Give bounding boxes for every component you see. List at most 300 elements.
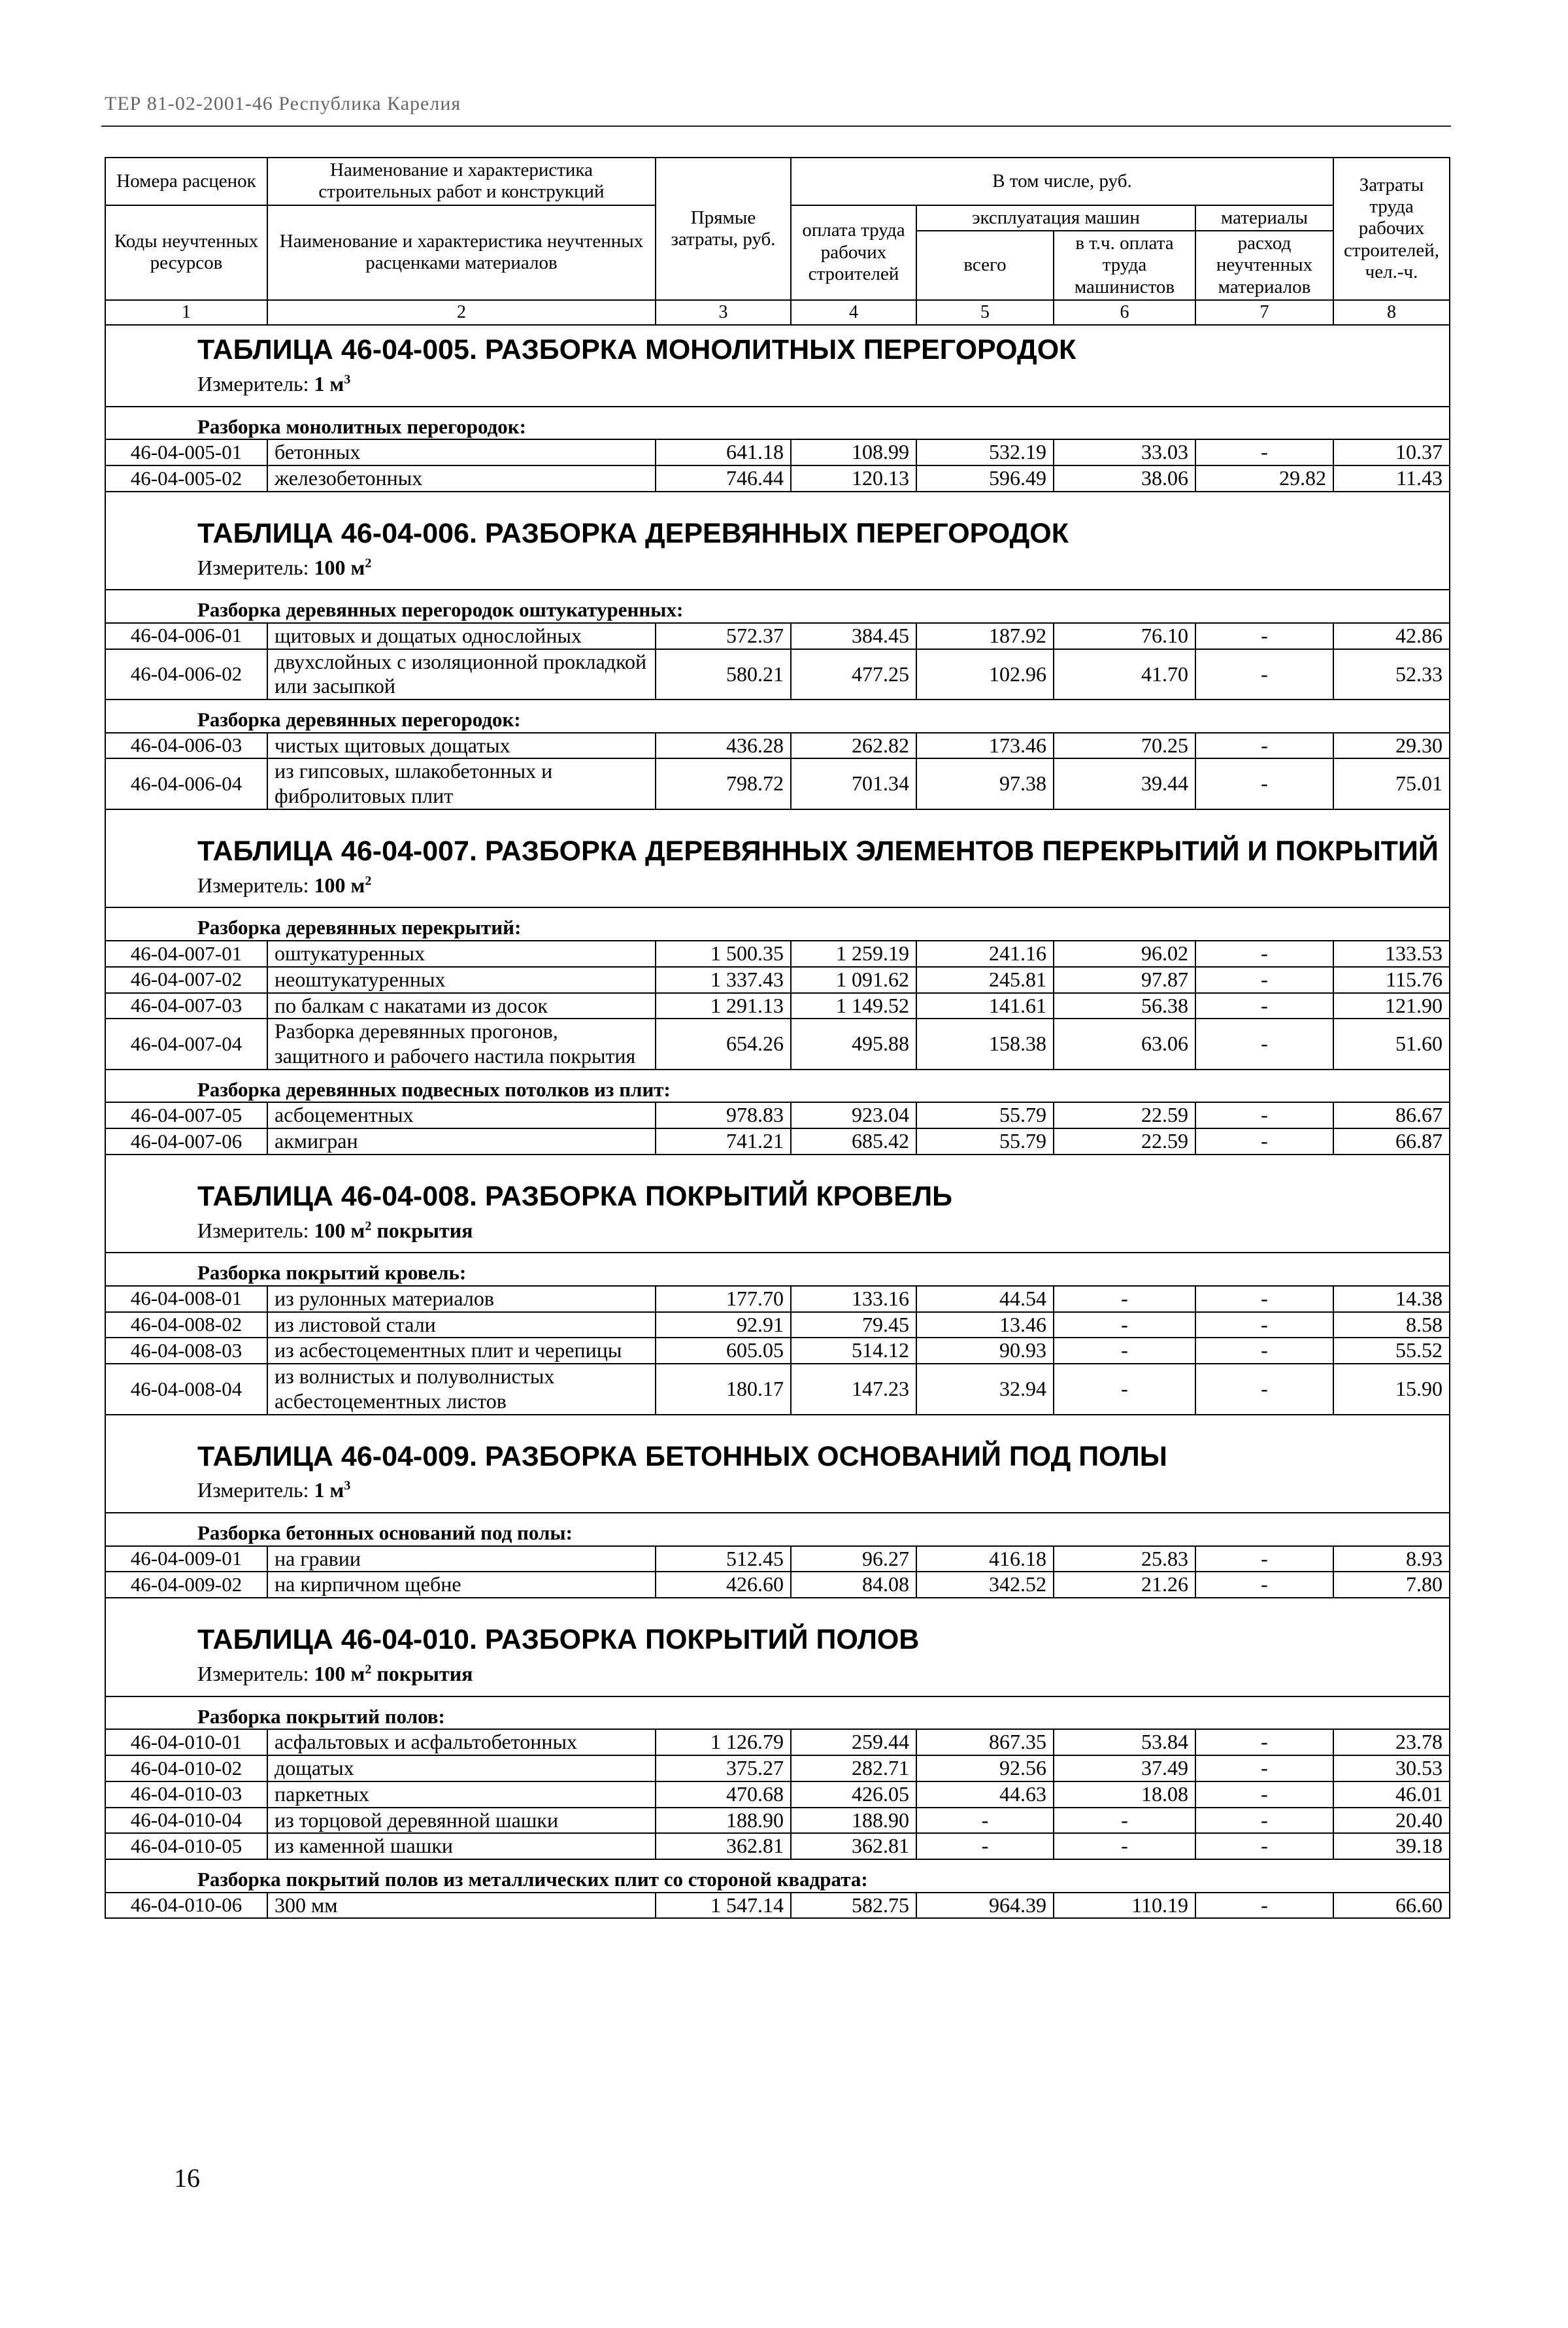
value-c6: 41.70 — [1054, 649, 1195, 700]
table-row — [105, 993, 1450, 1019]
header-work-name: Наименование и характеристика строительных работ и конструкций — [267, 158, 656, 205]
value-c7: - — [1195, 649, 1333, 700]
value-c6: 56.38 — [1054, 993, 1195, 1019]
work-name: паркетных — [267, 1781, 656, 1808]
table-row — [105, 439, 1450, 465]
work-name: на кирпичном щебне — [267, 1572, 656, 1598]
value-c3: 654.26 — [656, 1019, 791, 1070]
value-c4: 79.45 — [791, 1312, 916, 1338]
value-c4: 495.88 — [791, 1019, 916, 1070]
value-c4: 108.99 — [791, 439, 916, 465]
group-header-row — [105, 1696, 1450, 1730]
value-c8: 8.93 — [1333, 1546, 1450, 1572]
group-title: Разборка монолитных перегородок: — [105, 407, 1450, 440]
table-title: ТАБЛИЦА 46-04-007. РАЗБОРКА ДЕРЕВЯННЫХ ЭЛЕМЕНТОВ ПЕРЕКРЫТИЙ И ПОКРЫТИЙ — [197, 835, 1439, 867]
table-row — [105, 1546, 1450, 1572]
table-row — [105, 623, 1450, 649]
meter-label: Измеритель: — [197, 371, 309, 396]
page-number: 16 — [174, 2163, 200, 2193]
value-c3: 741.21 — [656, 1128, 791, 1155]
value-c4: 259.44 — [791, 1729, 916, 1755]
value-c3: 180.17 — [656, 1364, 791, 1415]
value-c8: 86.67 — [1333, 1102, 1450, 1128]
value-c3: 580.21 — [656, 649, 791, 700]
value-c7: - — [1195, 941, 1333, 967]
value-c3: 470.68 — [656, 1781, 791, 1808]
meter-line — [197, 372, 1449, 397]
value-c4: 477.25 — [791, 649, 916, 700]
value-c7: - — [1195, 1286, 1333, 1312]
value-c3: 1 337.43 — [656, 967, 791, 993]
value-c4: 1 149.52 — [791, 993, 916, 1019]
table-row — [105, 1128, 1450, 1155]
meter-label: Измеритель: — [197, 555, 309, 579]
value-c8: 23.78 — [1333, 1729, 1450, 1755]
value-c5: 416.18 — [916, 1546, 1054, 1572]
value-c7: - — [1195, 1893, 1333, 1919]
work-name: оштукатуренных — [267, 941, 656, 967]
value-c4: 282.71 — [791, 1755, 916, 1781]
value-c8: 133.53 — [1333, 941, 1450, 967]
rate-code: 46-04-009-02 — [105, 1572, 267, 1598]
value-c6: 96.02 — [1054, 941, 1195, 967]
work-name: из листовой стали — [267, 1312, 656, 1338]
header-rate-numbers: Номера расценок — [105, 158, 267, 205]
value-c4: 362.81 — [791, 1833, 916, 1859]
header-direct-costs: Прямые затраты, руб. — [656, 158, 791, 300]
value-c5: 187.92 — [916, 623, 1054, 649]
meter-value — [314, 1478, 351, 1502]
table-row — [105, 1364, 1450, 1415]
value-c4: 685.42 — [791, 1128, 916, 1155]
rate-code: 46-04-010-01 — [105, 1729, 267, 1755]
value-c5: 241.16 — [916, 941, 1054, 967]
group-title: Разборка бетонных оснований под полы: — [105, 1513, 1450, 1546]
value-c8: 29.30 — [1333, 733, 1450, 759]
table-row — [105, 1729, 1450, 1755]
table-row — [105, 1102, 1450, 1128]
work-name: дощатых — [267, 1755, 656, 1781]
spacer-row — [105, 809, 1450, 827]
meter-exponent: 2 — [365, 1218, 372, 1233]
column-number: 4 — [791, 300, 916, 325]
work-name: щитовых и дощатых однослойных — [267, 623, 656, 649]
table-section — [105, 827, 1450, 907]
group-title: Разборка покрытий полов из металлических плит со стороной квадрата: — [105, 1859, 1450, 1893]
value-c3: 436.28 — [656, 733, 791, 759]
group-header-row — [105, 590, 1450, 623]
rate-code: 46-04-006-04 — [105, 758, 267, 809]
meter-value — [314, 1662, 473, 1685]
value-c5: 55.79 — [916, 1102, 1054, 1128]
table-row — [105, 733, 1450, 759]
value-c4: 1 091.62 — [791, 967, 916, 993]
meter-label: Измеритель: — [197, 1218, 309, 1242]
rate-code: 46-04-008-03 — [105, 1338, 267, 1364]
value-c8: 39.18 — [1333, 1833, 1450, 1859]
header-labor-costs: Затраты труда рабочих строителей, чел.-ч. — [1333, 158, 1450, 300]
group-header-row — [105, 1253, 1450, 1286]
value-c8: 42.86 — [1333, 623, 1450, 649]
value-c7: - — [1195, 439, 1333, 465]
value-c6: 22.59 — [1054, 1128, 1195, 1155]
table-section-header — [105, 1172, 1450, 1253]
value-c3: 1 547.14 — [656, 1893, 791, 1919]
value-c5: 32.94 — [916, 1364, 1054, 1415]
value-c8: 52.33 — [1333, 649, 1450, 700]
meter-line — [197, 1478, 1449, 1503]
table-row — [105, 1755, 1450, 1781]
work-name: из асбестоцементных плит и черепицы — [267, 1338, 656, 1364]
value-c7: - — [1195, 1128, 1333, 1155]
work-name: бетонных — [267, 439, 656, 465]
value-c5: 44.54 — [916, 1286, 1054, 1312]
value-c6: 110.19 — [1054, 1893, 1195, 1919]
header-machinists-pay: в т.ч. оплата труда машинистов — [1054, 231, 1195, 300]
value-c5: 342.52 — [916, 1572, 1054, 1598]
value-c8: 11.43 — [1333, 465, 1450, 492]
meter-label: Измеритель: — [197, 1661, 309, 1685]
value-c8: 30.53 — [1333, 1755, 1450, 1781]
value-c4: 120.13 — [791, 465, 916, 492]
value-c7: - — [1195, 1338, 1333, 1364]
table-title: ТАБЛИЦА 46-04-009. РАЗБОРКА БЕТОННЫХ ОСНОВАНИЙ ПОД ПОЛЫ — [197, 1440, 1167, 1472]
table-section — [105, 1432, 1450, 1513]
value-c8: 75.01 — [1333, 758, 1450, 809]
value-c8: 51.60 — [1333, 1019, 1450, 1070]
column-number: 7 — [1195, 300, 1333, 325]
table-row — [105, 1781, 1450, 1808]
spacer-row — [105, 1155, 1450, 1172]
value-c3: 605.05 — [656, 1338, 791, 1364]
rates-table — [105, 157, 1450, 1919]
meter-unit: 100 м — [314, 555, 365, 579]
table-row — [105, 1833, 1450, 1859]
value-c4: 514.12 — [791, 1338, 916, 1364]
meter-suffix: покрытия — [371, 1661, 473, 1685]
value-c6: 53.84 — [1054, 1729, 1195, 1755]
spacer-cell — [105, 492, 1450, 509]
work-name: асбоцементных — [267, 1102, 656, 1128]
value-c4: 923.04 — [791, 1102, 916, 1128]
rate-code: 46-04-007-02 — [105, 967, 267, 993]
header-rule — [101, 126, 1451, 127]
value-c3: 641.18 — [656, 439, 791, 465]
value-c6: 76.10 — [1054, 623, 1195, 649]
meter-unit: 100 м — [314, 1218, 365, 1242]
header-workers-pay: оплата труда рабочих строителей — [791, 205, 916, 300]
table-row — [105, 1572, 1450, 1598]
meter-line — [197, 556, 1449, 581]
spacer-row — [105, 1415, 1450, 1432]
value-c5: 532.19 — [916, 439, 1054, 465]
group-header-row — [105, 1859, 1450, 1893]
value-c7: - — [1195, 758, 1333, 809]
value-c5: 44.63 — [916, 1781, 1054, 1808]
work-name: асфальтовых и асфальтобетонных — [267, 1729, 656, 1755]
meter-line — [197, 1219, 1449, 1243]
work-name: из рулонных материалов — [267, 1286, 656, 1312]
value-c8: 46.01 — [1333, 1781, 1450, 1808]
meter-value — [314, 556, 372, 579]
value-c6: 33.03 — [1054, 439, 1195, 465]
value-c3: 188.90 — [656, 1808, 791, 1834]
table-title: ТАБЛИЦА 46-04-006. РАЗБОРКА ДЕРЕВЯННЫХ ПЕРЕГОРОДОК — [197, 517, 1069, 549]
value-c7: - — [1195, 967, 1333, 993]
meter-exponent: 2 — [365, 555, 372, 570]
header-materials: материалы — [1195, 205, 1333, 231]
group-title: Разборка деревянных перегородок оштукатуренных: — [105, 590, 1450, 623]
value-c6: 70.25 — [1054, 733, 1195, 759]
value-c5: 90.93 — [916, 1338, 1054, 1364]
rate-code: 46-04-005-01 — [105, 439, 267, 465]
group-header-row — [105, 700, 1450, 733]
value-c6: 18.08 — [1054, 1781, 1195, 1808]
work-name: из волнистых и полуволнистых асбестоцементных листов — [267, 1364, 656, 1415]
work-name: по балкам с накатами из досок — [267, 993, 656, 1019]
column-number: 2 — [267, 300, 656, 325]
header-unaccounted-consumption: расход неучтенных материалов — [1195, 231, 1333, 300]
column-number: 8 — [1333, 300, 1450, 325]
meter-unit: 100 м — [314, 1661, 365, 1685]
table-section — [105, 325, 1450, 406]
table-row — [105, 1286, 1450, 1312]
rate-code: 46-04-007-03 — [105, 993, 267, 1019]
group-title: Разборка покрытий полов: — [105, 1696, 1450, 1730]
table-row — [105, 1019, 1450, 1070]
rate-code: 46-04-010-02 — [105, 1755, 267, 1781]
value-c5: - — [916, 1833, 1054, 1859]
table-section-header — [105, 325, 1450, 406]
value-c3: 978.83 — [656, 1102, 791, 1128]
value-c5: - — [916, 1808, 1054, 1834]
spacer-cell — [105, 1155, 1450, 1172]
group-header-row — [105, 907, 1450, 941]
table-section — [105, 509, 1450, 590]
column-number: 5 — [916, 300, 1054, 325]
spacer-row — [105, 492, 1450, 509]
value-c7: - — [1195, 1729, 1333, 1755]
work-name: чистых щитовых дощатых — [267, 733, 656, 759]
value-c6: 25.83 — [1054, 1546, 1195, 1572]
header-including: В том числе, руб. — [791, 158, 1333, 205]
work-name: Разборка деревянных прогонов, защитного и рабочего настила покрытия — [267, 1019, 656, 1070]
meter-line — [197, 873, 1449, 898]
table-title: ТАБЛИЦА 46-04-008. РАЗБОРКА ПОКРЫТИЙ КРОВЕЛЬ — [197, 1180, 953, 1212]
rate-code: 46-04-008-01 — [105, 1286, 267, 1312]
header-unaccounted-materials: Наименование и характеристика неучтенных расценками материалов — [267, 205, 656, 300]
rate-code: 46-04-006-03 — [105, 733, 267, 759]
value-c3: 177.70 — [656, 1286, 791, 1312]
table-section-header — [105, 509, 1450, 590]
value-c7: - — [1195, 1572, 1333, 1598]
header-unaccounted-codes: Коды неучтенных ресурсов — [105, 205, 267, 300]
work-name: железобетонных — [267, 465, 656, 492]
value-c5: 141.61 — [916, 993, 1054, 1019]
value-c8: 121.90 — [1333, 993, 1450, 1019]
value-c3: 1 126.79 — [656, 1729, 791, 1755]
value-c4: 133.16 — [791, 1286, 916, 1312]
value-c8: 55.52 — [1333, 1338, 1450, 1364]
value-c7: - — [1195, 1546, 1333, 1572]
header-machines-total: всего — [916, 231, 1054, 300]
value-c5: 245.81 — [916, 967, 1054, 993]
table-section-header — [105, 1615, 1450, 1696]
value-c5: 97.38 — [916, 758, 1054, 809]
table-row — [105, 649, 1450, 700]
group-title: Разборка деревянных перекрытий: — [105, 907, 1450, 941]
value-c5: 158.38 — [916, 1019, 1054, 1070]
spacer-row — [105, 1598, 1450, 1615]
value-c6: 97.87 — [1054, 967, 1195, 993]
column-number: 1 — [105, 300, 267, 325]
work-name: 300 мм — [267, 1893, 656, 1919]
value-c6: 38.06 — [1054, 465, 1195, 492]
value-c5: 964.39 — [916, 1893, 1054, 1919]
work-name: из торцовой деревянной шашки — [267, 1808, 656, 1834]
meter-label: Измеритель: — [197, 873, 309, 897]
rate-code: 46-04-010-05 — [105, 1833, 267, 1859]
rate-code: 46-04-008-02 — [105, 1312, 267, 1338]
value-c6: 21.26 — [1054, 1572, 1195, 1598]
rate-code: 46-04-005-02 — [105, 465, 267, 492]
value-c4: 96.27 — [791, 1546, 916, 1572]
rate-code: 46-04-007-06 — [105, 1128, 267, 1155]
value-c8: 15.90 — [1333, 1364, 1450, 1415]
value-c6: - — [1054, 1338, 1195, 1364]
value-c8: 66.60 — [1333, 1893, 1450, 1919]
value-c7: - — [1195, 1808, 1333, 1834]
table-row — [105, 1312, 1450, 1338]
value-c7: - — [1195, 993, 1333, 1019]
work-name: двухслойных с изоляционной прокладкой или засыпкой — [267, 649, 656, 700]
value-c7: - — [1195, 1312, 1333, 1338]
value-c7: - — [1195, 1755, 1333, 1781]
table-row — [105, 1808, 1450, 1834]
rate-code: 46-04-010-03 — [105, 1781, 267, 1808]
value-c4: 262.82 — [791, 733, 916, 759]
value-c8: 7.80 — [1333, 1572, 1450, 1598]
value-c3: 92.91 — [656, 1312, 791, 1338]
work-name: из гипсовых, шлакобетонных и фибролитовых плит — [267, 758, 656, 809]
table-row — [105, 967, 1450, 993]
value-c4: 582.75 — [791, 1893, 916, 1919]
spacer-cell — [105, 1598, 1450, 1615]
value-c8: 66.87 — [1333, 1128, 1450, 1155]
value-c7: - — [1195, 733, 1333, 759]
value-c4: 384.45 — [791, 623, 916, 649]
value-c7: - — [1195, 1364, 1333, 1415]
group-title: Разборка деревянных перегородок: — [105, 700, 1450, 733]
table-section-header — [105, 1432, 1450, 1513]
table-section-header — [105, 827, 1450, 907]
meter-unit: 1 м — [314, 1478, 344, 1502]
meter-label: Измеритель: — [197, 1478, 309, 1502]
value-c4: 426.05 — [791, 1781, 916, 1808]
rate-code: 46-04-007-04 — [105, 1019, 267, 1070]
value-c6: 63.06 — [1054, 1019, 1195, 1070]
column-numbers-row — [105, 300, 1450, 325]
value-c5: 13.46 — [916, 1312, 1054, 1338]
spacer-cell — [105, 809, 1450, 827]
value-c3: 1 500.35 — [656, 941, 791, 967]
table-row — [105, 1338, 1450, 1364]
rate-code: 46-04-010-06 — [105, 1893, 267, 1919]
meter-value — [314, 873, 372, 897]
table-row — [105, 758, 1450, 809]
value-c7: - — [1195, 1019, 1333, 1070]
rate-code: 46-04-009-01 — [105, 1546, 267, 1572]
value-c6: 22.59 — [1054, 1102, 1195, 1128]
value-c8: 115.76 — [1333, 967, 1450, 993]
meter-exponent: 2 — [365, 1662, 372, 1677]
meter-exponent: 3 — [344, 1478, 351, 1493]
value-c3: 798.72 — [656, 758, 791, 809]
value-c7: - — [1195, 1781, 1333, 1808]
column-number: 6 — [1054, 300, 1195, 325]
value-c5: 102.96 — [916, 649, 1054, 700]
rate-code: 46-04-006-01 — [105, 623, 267, 649]
value-c6: 37.49 — [1054, 1755, 1195, 1781]
table-row — [105, 465, 1450, 492]
group-title: Разборка деревянных подвесных потолков из плит: — [105, 1070, 1450, 1103]
value-c7: - — [1195, 1833, 1333, 1859]
table-section — [105, 1615, 1450, 1696]
value-c5: 55.79 — [916, 1128, 1054, 1155]
value-c6: - — [1054, 1286, 1195, 1312]
rate-code: 46-04-010-04 — [105, 1808, 267, 1834]
value-c4: 1 259.19 — [791, 941, 916, 967]
value-c6: 39.44 — [1054, 758, 1195, 809]
value-c4: 188.90 — [791, 1808, 916, 1834]
work-name: из каменной шашки — [267, 1833, 656, 1859]
value-c3: 512.45 — [656, 1546, 791, 1572]
value-c8: 10.37 — [1333, 439, 1450, 465]
value-c3: 572.37 — [656, 623, 791, 649]
rate-code: 46-04-008-04 — [105, 1364, 267, 1415]
meter-value — [314, 1219, 473, 1242]
value-c8: 8.58 — [1333, 1312, 1450, 1338]
table-row — [105, 941, 1450, 967]
rate-code: 46-04-007-01 — [105, 941, 267, 967]
value-c5: 173.46 — [916, 733, 1054, 759]
value-c7: - — [1195, 1102, 1333, 1128]
value-c7: - — [1195, 623, 1333, 649]
column-number: 3 — [656, 300, 791, 325]
spacer-cell — [105, 1415, 1450, 1432]
group-header-row — [105, 1513, 1450, 1546]
value-c8: 20.40 — [1333, 1808, 1450, 1834]
group-title: Разборка покрытий кровель: — [105, 1253, 1450, 1286]
rate-code: 46-04-007-05 — [105, 1102, 267, 1128]
value-c6: - — [1054, 1364, 1195, 1415]
table-title: ТАБЛИЦА 46-04-010. РАЗБОРКА ПОКРЫТИЙ ПОЛОВ — [197, 1624, 920, 1656]
value-c5: 867.35 — [916, 1729, 1054, 1755]
table-row — [105, 1893, 1450, 1919]
value-c8: 14.38 — [1333, 1286, 1450, 1312]
value-c3: 1 291.13 — [656, 993, 791, 1019]
running-head: ТЕР 81-02-2001-46 Республика Карелия — [105, 93, 461, 114]
table-section — [105, 1172, 1450, 1253]
meter-unit: 1 м — [314, 371, 344, 396]
value-c4: 84.08 — [791, 1572, 916, 1598]
work-name: акмигран — [267, 1128, 656, 1155]
group-header-row — [105, 407, 1450, 440]
value-c3: 375.27 — [656, 1755, 791, 1781]
value-c3: 362.81 — [656, 1833, 791, 1859]
value-c5: 92.56 — [916, 1755, 1054, 1781]
meter-value — [314, 372, 351, 396]
